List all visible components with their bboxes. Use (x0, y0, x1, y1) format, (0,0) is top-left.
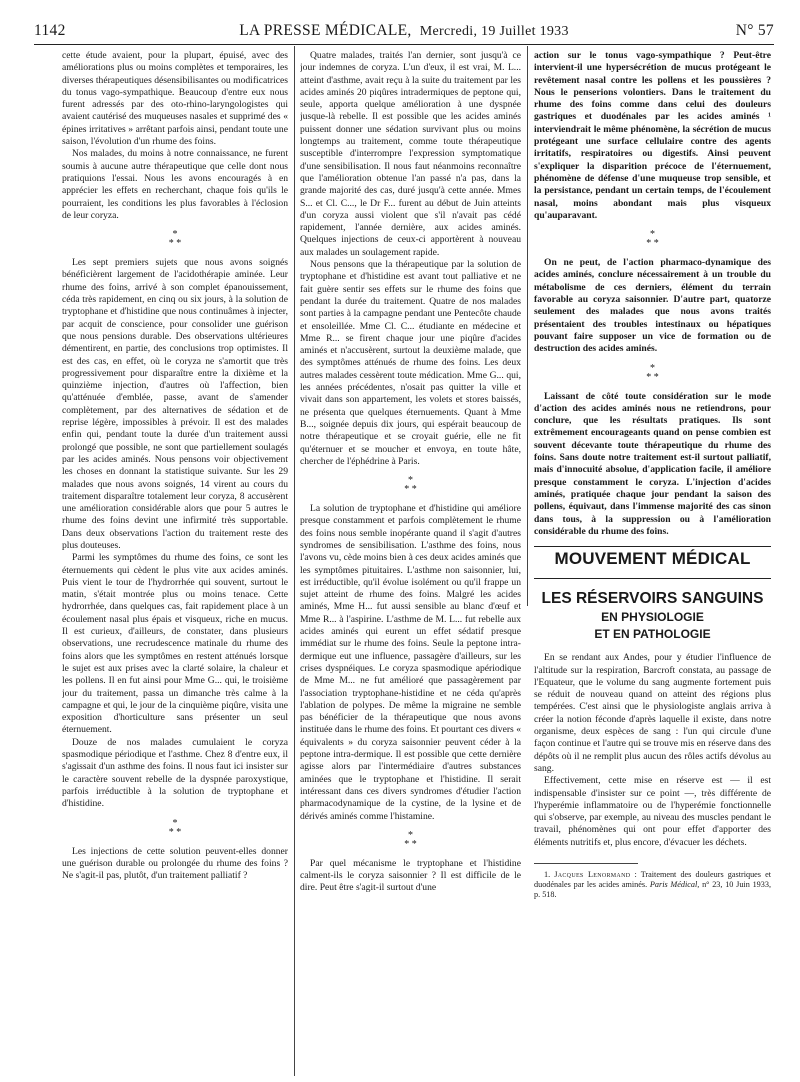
page-number: 1142 (34, 22, 66, 39)
section-title: MOUVEMENT MÉDICAL (554, 549, 751, 569)
journal-title: LA PRESSE MÉDICALE, (239, 22, 412, 39)
issue-number: N° 57 (735, 22, 774, 39)
article-subtitle: EN PHYSIOLOGIE (601, 609, 704, 624)
footnote (534, 870, 771, 900)
paragraph: La solution de tryptophane et d'histidine qui améliore presque constamment et parfois complètement le rhume des foins nous semble inopérante quand il s'agit d'autres syndromes de sensibilisation. L'asthme des foins, nous l'avons vu, cède moins bien à ces deux acides aminés que les symptômes pituitaires. L'asthme non saisonnier, lui, est irréductible, qu'il évolue isolément ou qu'il frappe un sujet atteint de rhume des foins. Malgré les acides aminés, Mme H... fut aussi sensible au blanc d'œuf et Mme R... à l'aspirine. L'asthme de M. L... fut rebelle aux acides aminés qui eurent un effet sédatif presque immédiat sur le rhume des foins. Seule la peptone intra-dermique eut une influence, passagère d'ailleurs, sur les crises dyspnéiques. Le coryza spasmodique apériodique de Mme M... ne fut amélioré que passagèrement par l'association tryptophane-histidine et ne céda qu'après l'ablation de polypes. De même la migraine ne semble pas bénéficier de la thérapeutique que nous avons instituée dans le rhume des foins. Et pourtant ces divers « équivalents » du coryza saisonnier peuvent céder à la peptone intra-dermique. Il est possible que cette dernière agisse alors par l'intermédiaire d'autres substances aminées que le tryptophane et l'histidine. Il serait intéressant dans ces divers syndromes d'étudier l'action pharmacodynamique de la cystine, de la lysine et de dérivés aminés comme l'histamine. (300, 503, 521, 822)
paragraph: On ne peut, de l'action pharmaco-dynamique des acides aminés, conclure nécessairement à un trouble du métabolisme de ces derniers, élément du terrain favorable au coryza saisonnier. D'autre part, quatorze seulement des malades que nous avons traités présentaient des troubles intestinaux ou hépatiques pouvant faire supposer un vice de formation ou de destruction des acides aminés. (534, 257, 771, 355)
paragraph: cette étude avaient, pour la plupart, épuisé, avec des améliorations plus ou moins complètes et temporaires, les diverses thérapeutiques désensibilisantes ou modificatrices du tonus vago-sympathique. Beaucoup d'entre eux nous furent adressés par des oto-rhino-laryngologistes qui avaient cautérisé des muqueuses nasales et supprimé des « épines irritatives » arrêtant parfois ainsi, pendant toute une saison, l'évolution d'un rhume des foins. (62, 50, 288, 148)
paragraph: Quatre malades, traités l'an dernier, sont jusqu'à ce jour indemnes de coryza. L'un d'eux, il est vrai, M. L... atteint d'asthme, avait reçu à la suite du traitement par les acides aminés 20 piqûres intradermiques de peptone qui, seule, apporta quelque amélioration à une dyspnée jusque-là rebelle. Il est possible que les acides aminés puissent donner une sédation survivant plus ou moins longtemps au traitement, comme toute thérapeutique susceptible d'interrompre l'expression symptomatique d'une sensibilisation. Il nous faut néanmoins reconnaître que l'amélioration obtenue l'an passé n'a pas, dans la grande majorité des cas, duré jusqu'à cette année. Mmes S... et Cl. C..., le Dr F... furent au début de Juin atteints d'un coryza aussi violent que s'il n'avait pas cédé rapidement, l'année dernière, aux acides aminés. Quelques injections de ceux-ci apportèrent à nouveau aux malades un soulagement rapide. (300, 50, 521, 258)
section-rule (534, 578, 771, 579)
section-separator: * * * (404, 475, 417, 496)
paragraph: Parmi les symptômes du rhume des foins, ce sont les éternuements qui cèdent le plus vite aux acides aminés. Puis vient le tour de l'hydrorrhée qui souvent, surtout le matin, s'était montrée plus ou moins tenace. Cette hydrorrhée, dans quelques cas, fait rapidement place à un écoulement nasal plus épais et visqueux, riche en mucus. Il est curieux, d'ailleurs, de constater, dans plusieurs observations, une recrudescence matinale du rhume des foins alors que les symptômes en restent atténués lorsque le sujet est aux prises avec la clarté solaire, la chaleur et les pollens. Il en fut ainsi pour Mme G... qui, le troisième jour du traitement, passa un dimanche très calme à la campagne et qui, le jour de la cinquième piqûre, visita une exposition d'horticulture sans présenter un seul éternuement. (62, 552, 288, 736)
footnote-author: Jacques Lenormand (554, 870, 631, 880)
issue-date: Mercredi, 19 Juillet 1933 (419, 24, 569, 39)
header-rule (34, 44, 774, 45)
journal-title-line (34, 22, 774, 40)
paragraph: action sur le tonus vago-sympathique ? Peut-être intervient-il une hypersécrétion de mucus protégeant le revêtement nasal contre les pollens et les poussières ? Nous le penserions volontiers. Dans le traitement du rhume des foins comme dans celui des douleurs gastriques et duodénales par les acides aminés ¹ interviendrait le même phénomène, la sécrétion de mucus protégeant une surface cellulaire contre des agents irritatifs, respiratoires ou digestifs. Ainsi peuvent s'expliquer la disparition précoce de l'éternuement, phénomène de défense d'une muqueuse trop sensible, et la persistance, pendant un certain temps, de l'écoulement nasal, moins abondant mais plus visqueux qu'auparavant. (534, 50, 771, 221)
article-subtitle: ET EN PATHOLOGIE (594, 626, 711, 641)
section-separator: * * * (646, 229, 659, 250)
page-header (34, 22, 774, 44)
footnote-rule (534, 863, 638, 864)
section-separator: * * * (646, 362, 659, 383)
column-divider-2 (527, 46, 528, 606)
footnote-journal: Paris Médical, (649, 880, 700, 890)
paragraph: Par quel mécanisme le tryptophane et l'histidine calment-ils le coryza saisonnier ? Il est difficile de le dire. Peut être s'agit-il surtout d'une (300, 857, 521, 894)
paragraph: Les sept premiers sujets que nous avons soignés bénéficièrent largement de l'acidothérapie aminée. Leur rhume des foins, arrivé à son complet épanouissement, céda très rapidement, en cinq ou six jours, à la solution de tryptophane et d'histidine que nous continuâmes à injecter, par acquit de conscience, pour consolider une guérison que nous pensions durable. Des observations ultérieures démentirent, en partie, des conclusions trop optimistes. Il est des cas, en effet, où le coryza ne s'amortit que très progressivement pour disparaître entre la dixième et la quinzième injection, d'autres où l'affection, bien qu'atténuée d'emblée, passe, avant de s'amender complètement, par des alternatives de sédation et de reprise légère, impossibles à prévoir. Il est des malades enfin qui, pendant toute la durée d'un traitement aussi prolongé que possible, ne sont que partiellement soulagés par les acides aminés. Nous pensons voir objectivement les choses en donnant la statistique suivante. Sur les 29 malades que nous avons soignés, 14 virent au cours du traitement disparaître totalement leur coryza, 8 accusèrent une amélioration considérable alors que pour 5 autres le rhume des foins devint une infirmité très supportable. Dans deux observations l'action du traitement reste des plus douteuses. (62, 257, 288, 551)
section-separator: * * * (168, 817, 182, 838)
footnote-reference: n° 23, 10 Juin 1933, p. 518. (534, 880, 771, 900)
paragraph: Nous pensons que la thérapeutique par la solution de tryptophane et d'histidine est avant tout palliative et ne fait guère sentir ses effets sur le rhume des foins que pendant la durée du traitement. Quatre de nos malades sont parties à la campagne pendant une Pentecôte chaude et ensoleillée. Mme Cl. C... étudiante en médecine et Mme R... se firent chaque jour une piqûre d'acides aminés et n'accusèrent, surtout la deuxième malade, que des symptômes atténués de rhume des foins. Les deux autres malades cessèrent toute médication. Mme G... qui, les années précédentes, n'osait pas quitter la ville et vivait dans son appartement, les volets et stores baissés, ne présenta que quelques éternuements. Quant à Mme B..., soignée depuis dix jours, qui espérait beaucoup de notre thérapeutique et se croyait guérie, elle ne fit qu'éternuer et se moucher et envoya, en toute hâte, chercher de l'éphédrine à Paris. (300, 259, 521, 467)
paragraph: En se rendant aux Andes, pour y étudier l'influence de l'altitude sur la respiration, Barcroft constata, au passage de l'Equateur, que le volume du sang augmente fortement puis se réduit de nouveau quand on atteint des régions plus tempérées. C'est ainsi que le physiologiste anglais arriva à créer la notion féconde d'après laquelle il existe, dans notre organisme, deux espèces de sang : l'un qui circule d'une façon continue et l'autre qui se trouve mis en réserve dans des dépôts où il ne remplit plus aucun des rôles actifs dévolus au sang. (534, 652, 771, 774)
text-column-3 (534, 50, 771, 1080)
article-title: LES RÉSERVOIRS SANGUINS (541, 590, 764, 608)
text-column-2 (300, 50, 521, 1080)
paragraph: Nos malades, du moins à notre connaissance, ne furent soumis à aucune autre thérapeutique que celle dont nous pratiquions l'essai. Nous les avons encouragés à en apprécier les effets en recherchant, chaque fois qu'ils le pourraient, les conditions les plus favorables à l'éclosion de leur coryza. (62, 148, 288, 221)
section-separator: * * * (404, 829, 417, 850)
footnote-number: 1. (544, 870, 551, 880)
footnote-text: : Traitement des douleurs gastriques et duodénales par les acides aminés. (534, 870, 771, 890)
paragraph: Douze de nos malades cumulaient le coryza spasmodique périodique et l'asthme. Chez 8 d'entre eux, il s'agissait d'un asthme des foins. Il nous faut ici insister sur le caractère souvent rebelle de la dyspnée paroxystique, parfois irréductible à la solution de tryptophane et d'histidine. (62, 736, 288, 810)
paragraph: Laissant de côté toute considération sur le mode d'action des acides aminés nous ne retiendrons, pour conclure, que les résultats pratiques. Ils sont extrêmement encourageants quand on pense combien est souvent décevante toute thérapeutique du rhume des foins. Sans doute notre traitement est-il surtout palliatif, mais d'innocuité absolue, d'application facile, il améliore presque constamment le coryza. L'injection d'acides aminés, pratiquée chaque jour pendant la saison des pollens, équivaut, dans l'immense majorité des cas sinon dans tous, à la suppression ou à l'amélioration considérable du rhume des foins. (534, 390, 771, 537)
paragraph: Effectivement, cette mise en réserve est — il est indispensable d'insister sur ce point —, très différente de l'hyperémie inflammatoire ou de l'hyperémie fonctionnelle qui s'observe, par exemple, au niveau des muscles pendant le travail, phénomènes qui ont pour effet d'apporter des éléments nutritifs et, plus encore, d'évacuer les déchets. (534, 775, 771, 848)
paragraph: Les injections de cette solution peuvent-elles donner une guérison durable ou prolongée du rhume des foins ? Ne s'agit-il pas, plutôt, d'un traitement palliatif ? (62, 845, 288, 882)
text-column-1 (62, 50, 288, 1080)
column-divider-1 (294, 46, 295, 1076)
section-separator: * * * (168, 229, 182, 250)
